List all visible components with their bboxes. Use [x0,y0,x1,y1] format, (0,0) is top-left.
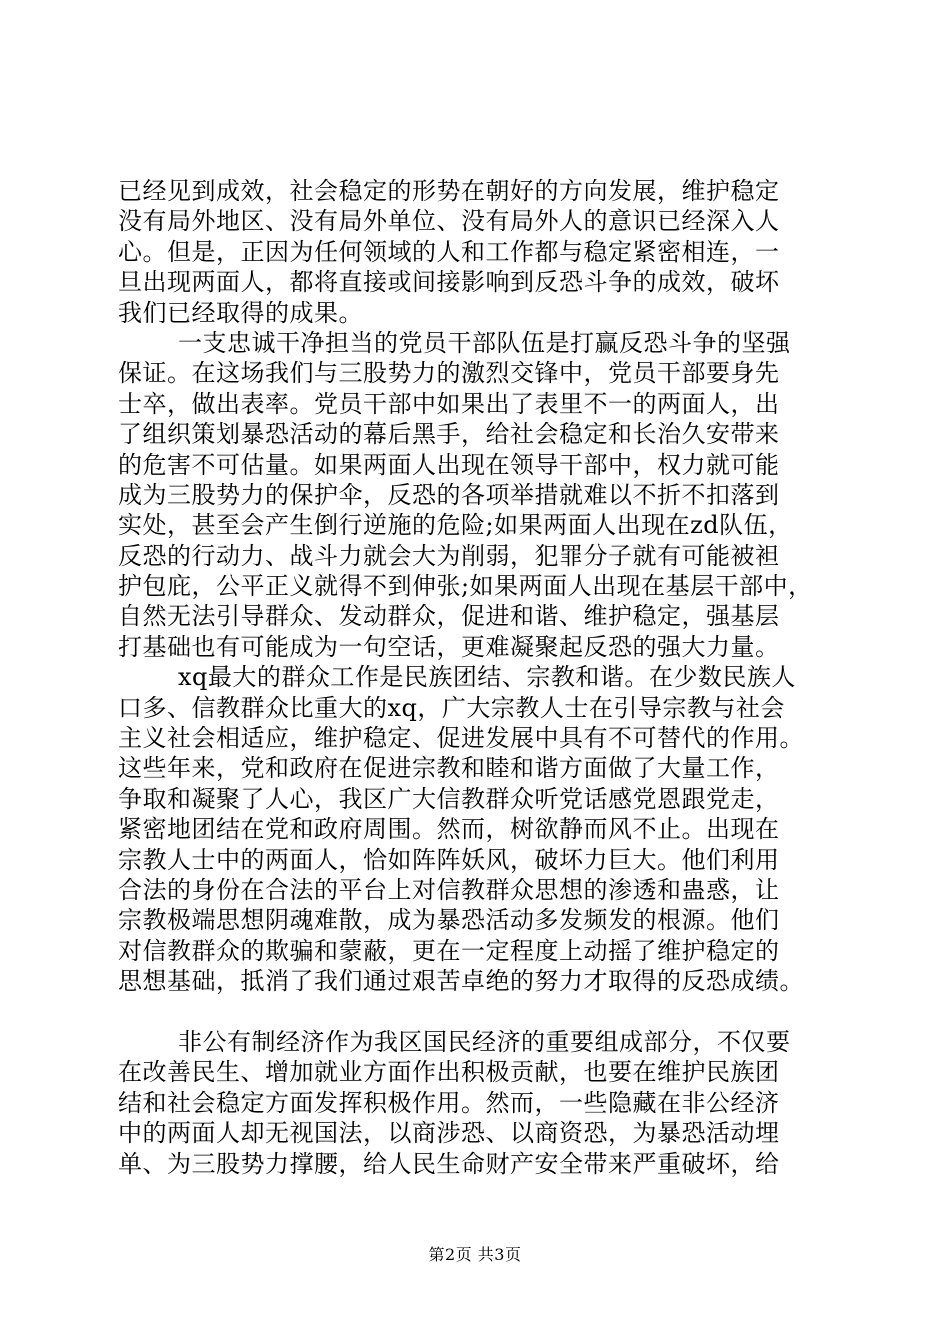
text-line: 思想基础，抵消了我们通过艰苦卓绝的努力才取得的反恐成绩。 [118,967,804,996]
text-line: 打基础也有可能成为一句空话，更难凝聚起反恐的强大力量。 [118,632,780,661]
text-line: 成为三股势力的保护伞，反恐的各项举措就难以不折不扣落到 [118,480,780,509]
text-line: 宗教极端思想阴魂难散，成为暴恐活动多发频发的根源。他们 [118,906,780,935]
page-number-footer: 第2页 共3页 [428,1245,522,1264]
text-line: 心。但是，正因为任何领域的人和工作都与稳定紧密相连，一 [118,237,780,266]
text-line: 反恐的行动力、战斗力就会大为削弱，犯罪分子就有可能被袒 [118,541,780,570]
text-line: 中的两面人却无视国法，以商涉恐、以商资恐，为暴恐活动埋 [118,1119,780,1148]
text-line: 争取和凝聚了人心，我区广大信教群众听党话感党恩跟党走， [118,784,780,813]
paragraph-3 [118,662,836,996]
text-line: 在改善民生、增加就业方面作出积极贡献，也要在维护民族团 [118,1058,780,1087]
text-line: 非公有制经济作为我区国民经济的重要组成部分，不仅要 [178,1027,791,1056]
text-line: 的危害不可估量。如果两面人出现在领导干部中，权力就可能 [118,450,780,479]
text-line: 实处，甚至会产生倒行逆施的危险;如果两面人出现在zd队伍， [118,511,793,540]
text-line: 自然无法引导群众、发动群众，促进和谐、维护稳定，强基层 [118,602,780,631]
text-line: 一支忠诚干净担当的党员干部队伍是打赢反恐斗争的坚强 [178,328,791,357]
text-line: 了组织策划暴恐活动的幕后黑手，给社会稳定和长治久安带来 [118,420,780,449]
text-line: 士卒，做出表率。党员干部中如果出了表里不一的两面人，出 [118,389,780,418]
text-line: 结和社会稳定方面发挥积极作用。然而，一些隐藏在非公经济 [118,1088,780,1117]
text-line: 这些年来，党和政府在促进宗教和睦和谐方面做了大量工作， [118,754,780,783]
text-line: 合法的身份在合法的平台上对信教群众思想的渗透和蛊惑，让 [118,875,780,904]
text-line: 口多、信教群众比重大的xq，广大宗教人士在引导宗教与社会 [118,693,785,722]
text-line: 对信教群众的欺骗和蒙蔽，更在一定程度上动摇了维护稳定的 [118,936,780,965]
paragraph-2 [118,328,836,662]
paragraph-1 [118,176,836,328]
document-body [118,176,836,1179]
text-line: 护包庇，公平正义就得不到伸张;如果两面人出现在基层干部中， [118,572,813,601]
text-line: 我们已经取得的成果。 [118,298,363,327]
text-line: 主义社会相适应，维护稳定、促进发展中具有不可替代的作用。 [118,724,804,753]
text-line: xq最大的群众工作是民族团结、宗教和谐。在少数民族人 [178,663,796,692]
text-line: 单、为三股势力撑腰，给人民生命财产安全带来严重破坏，给 [118,1149,780,1178]
paragraph-spacer [118,997,836,1027]
text-line: 保证。在这场我们与三股势力的激烈交锋中，党员干部要身先 [118,359,780,388]
text-line: 紧密地团结在党和政府周围。然而，树欲静而风不止。出现在 [118,815,780,844]
text-line: 宗教人士中的两面人，恰如阵阵妖风，破坏力巨大。他们利用 [118,845,780,874]
paragraph-4 [118,1027,836,1179]
text-line: 没有局外地区、没有局外单位、没有局外人的意识已经深入人 [118,207,780,236]
text-line: 已经见到成效，社会稳定的形势在朝好的方向发展，维护稳定 [118,177,780,205]
text-line: 旦出现两面人，都将直接或间接影响到反恐斗争的成效，破坏 [118,268,780,297]
